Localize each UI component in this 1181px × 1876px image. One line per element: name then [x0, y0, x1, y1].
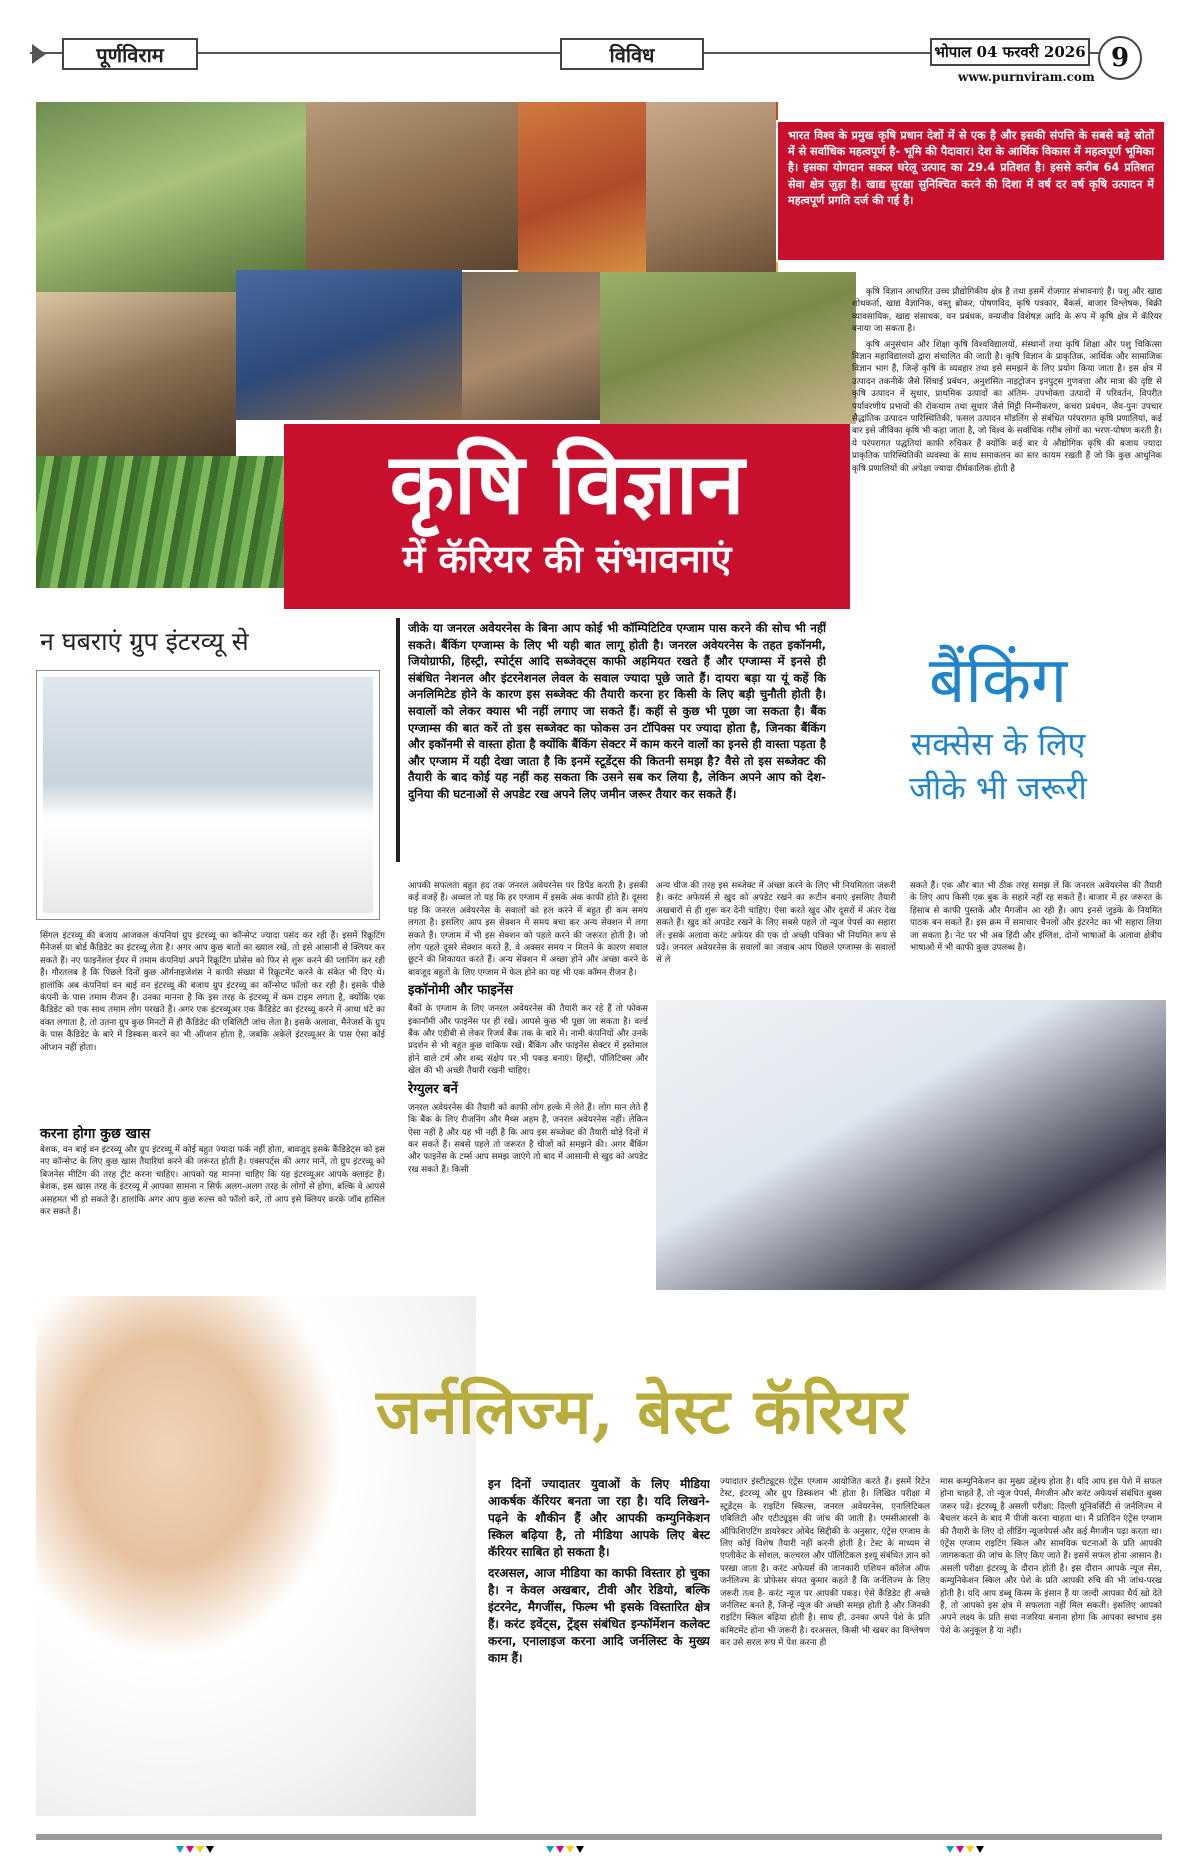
group-interview-photo — [43, 677, 373, 913]
cmyk-mark — [966, 1846, 974, 1853]
banking-col1-p1: आपकी सफलता बहुत हद तक जनरल अवेयरनेस पर डिपेंड करती है। इसकी कई वजहें हैं। अव्वल तो यह कि हर एग्जाम में इसके अंक काफी होते हैं। दूसरा यह कि जनरल अवेयरनेस के सवालों को हल करने में बहुत ही कम समय लगता है। इसलिए आप इस सेक्शन में समय बचा कर अन्य सेक्शन में लगा सकते हैं। एग्जाम में भी इस सेक्शन को पहले करने की जरूरत होती है। जो लोग पहले दूसरे सेक्शन करते हैं, वे अक्सर समय न मिलने के कारण सवाल छूटने की शिकायत करते हैं। अन्य सेक्शन में अच्छा होने और अच्छा करने के बावजूद बहुतों के लिए एग्जाम में फेल होने का यह भी एक कॉमन रीजन है। — [408, 881, 648, 978]
group-interview-frame — [36, 670, 380, 920]
paper-name: पूर्णविराम — [96, 42, 164, 67]
banking-title-line3: जीके भी जरूरी — [909, 769, 1087, 807]
cmyk-mark — [176, 1846, 184, 1853]
cmyk-mark — [196, 1846, 204, 1853]
potter-photo — [306, 102, 518, 270]
cmyk-mark — [976, 1846, 984, 1853]
group-interview-title: न घबराएं ग्रुप इंटरव्यू से — [40, 627, 249, 656]
agriculture-body-p2: कृषि अनुसंधान और शिक्षा कृषि विश्वविद्यालयों, संस्थानों तथा कृषि शिक्षा और पशु चिकित्सा विज्ञान महाविद्यालयों द्वारा संचालित की जाती है। कृषि विज्ञान के प्राकृतिक, आर्थिक और सामाजिक विज्ञान भाग हैं, जिन्हें कृषि के व्यवहार तथा इसे समझने के लिए प्रयोग किया जाता है। इस क्षेत्र में उत्पादन तकनीकें जैसे सिंचाई प्रबंधन, अनुशंसित नाइट्रोजन इनपुट्स गुणवत्ता और मात्रा की दृष्टि से कृषि उत्पादन में सुधार, प्राथमिक उत्पादों का अंतिम- उपभोक्ता उत्पादों में परिवर्तन, विपरीत पर्यावरणीय प्रभावों की रोकथाम तथा सुधार जैसे मिट्टी निम्नीकरण, कचरा प्रबंधन, जैव-पुनः उपचार सैद्धांतिक उत्पादन पारिस्थितिकी, फसल उत्पादन मॉडलिंग से संबंधित परंपरागत कृषि प्रणालियां, कई बार इसे जीविका कृषि भी कहा जाता है, जो विश्व के सर्वाधिक गरीब लोगों का भरण-पोषण करती है। ये परंपरागत पद्धतियां काफी रुचिकर हैं क्योंकि कई बार ये औद्योगिक कृषि की बजाय ज्यादा प्राकृतिक पारिस्थितिकी व्यवस्था के साथ समाकलन का स्तर कायम रखती हैं जो कि कुछ आधुनिक कृषि प्रणालियों की अपेक्षा ज्यादा दीर्घकालिक होती है — [852, 339, 1162, 474]
banking-sub-economy: इकॉनोमी और फाइनेंस — [408, 983, 513, 999]
agriculture-intro: भारत विश्व के प्रमुख कृषि प्रधान देशों में से एक है और इसकी संपत्ति के सबसे बड़े स्रोतों में से सर्वाधिक महत्वपूर्ण है- भूमि की पैदावार। देश के आर्थिक विकास में महत्वपूर्ण भूमिका है। इसका योगदान सकल घरेलू उत्पाद का 29.4 प्रतिशत है। इससे करीब 64 प्रतिशत सेवा क्षेत्र जुड़ा है। खाद्य सुरक्षा सुनिश्चित करने की दिशा में वर्ष दर वर्ष कृषि उत्पादन में महत्वपूर्ण प्रगति दर्ज की गई है। — [776, 120, 1166, 262]
cmyk-mark — [566, 1846, 574, 1853]
masthead-left-arrow — [32, 44, 46, 64]
journalism-col-1 — [720, 1476, 930, 1816]
journalism-col-2 — [940, 1476, 1162, 1816]
banking-col1-p3: जनरल अवेयरनेस की तैयारी को काफी लोग हल्के में लेते हैं। लोग मान लेते हैं कि बैंक के लिए रीजनिंग और मैथ्स अहम है, जनरल अवेयरनेस नहीं। लेकिन ऐसा नहीं है और यह भी नहीं है कि आप इस सब्जेक्ट की तैयारी थोड़े दिनों में कर सकते हैं। सबसे पहले तो जरूरत है चीजों को समझने की। अगर बैंकिंग और फाइनेंस के टर्म्स आप समझ जाएंगे तो बाद में आसानी से खुद को अपडेट रख सकते हैं। किसी — [408, 1102, 648, 1175]
issue-date: भोपाल 04 फरवरी 2026 — [934, 43, 1086, 61]
irrigated-field-photo — [36, 456, 286, 588]
oxen-plough-photo — [600, 272, 856, 424]
group-interview-p2: बेशक, वन बाई वन इंटरव्यू और ग्रुप इंटरव्यू में कोई बहुत ज्यादा फर्क नहीं होता, बावजूद इसके कैंडिडेट्स को इस नए कॉन्सेप्ट के लिए कुछ खास तैयारियां करने की जरूरत होती है। एक्सपर्ट्स की अगर मानें, तो ग्रुप इंटरव्यू को बिजनेस मीटिंग की तरह ट्रीट करना चाहिए। आपको यह मानना चाहिए कि यह इंटरव्यूअर आपके क्लाइंट हैं। बेशक, इस खास तरह के इंटरव्यू में आपका सामना न सिर्फ अलग-अलग तरह के लोगों से होगा, बल्कि वे आपसे असहमत भी हो सकते हैं। हालांकि अगर आप कुछ रूल्स को फॉलो करें, तो आप इसे क्लियर करके जॉब हासिल कर सकते हैं। — [40, 1145, 385, 1218]
journalism-col2-text: मास कम्युनिकेशन का मुख्य उद्देश्य होता है। यदि आप इस पेशे में सफल होना चाहते हैं, तो न्यूज पेपर्स, मैगजीन और करंट अफेयर्स संबंधित बुक्स जरूर पढ़ें। इंटरव्यू है असली परीक्षा: दिल्ली यूनिवर्सिटी से जर्नलिज्म में बैचलर करने के बाद मैं पीजी करना चाहता था। मैं प्रतिदिन एंट्रेंस एग्जाम की तैयारी के लिए दो लीडिंग न्यूजपेपर्स और कई मैगजीन पढ़ा करता था। एंट्रेंस एग्जाम राइटिंग स्किल और सामयिक घटनाओं के प्रति आपकी जागरूकता की जांच के लिए किए जाते हैं। इसमें सफल होना आसान है। असली परीक्षा इंटरव्यू के दौरान होती है। इस दौरान आपके न्यूज सेंस, कम्युनिकेशन स्किल और पेशे के प्रति आपकी रुचि की भी जांच-परख होती है। यदि आप डब्बू किस्म के इंसान हैं या जल्दी आपका धैर्य खो देते हैं, तो आपको इस क्षेत्र में सफलता नहीं मिल सकती। इसलिए आपको अपने लक्ष्य के प्रति सधा नजरिया बनाना होगा कि आपका स्वभाव इस पेशे के अनुकूल है या नहीं। — [940, 1477, 1162, 1636]
page-number: 9 — [1098, 36, 1142, 80]
banking-title: बैंकिंग — [928, 644, 1068, 718]
banking-title-line2: सक्सेस के लिए — [910, 725, 1086, 763]
vegetable-vendor-photo — [236, 270, 462, 420]
tractor-photo — [36, 102, 306, 292]
agriculture-body — [852, 286, 1162, 608]
website-url: www.purnviram.com — [958, 70, 1095, 84]
banking-title-block — [830, 640, 1166, 810]
banking-sub-regular: रेग्युलर बनें — [408, 1081, 458, 1097]
group-interview-body — [40, 930, 385, 1120]
banking-col3-p1: सकते हैं। एक और बात भी ठीक तरह समझ लें कि जनरल अवेयरनेस की तैयारी के लिए आप किसी एक बुक के सहारे नहीं रह सकते हैं। बाजार में हर जरूरत के हिसाब से काफी पुस्तकें और मैगजीन आ रही हैं। आप इनसे जुड़के के नियमित पाठक बन सकते हैं। इस क्रम में समाचार चैनलों और इंटरनेट का भी सहारा लिया जा सकता है। नेट पर भी अब हिंदी और इंग्लिश, दोनों भाषाओं के अलावा क्षेत्रीय भाषाओं में भी काफी कुछ उपलब्ध है। — [910, 881, 1162, 954]
farmers-photo — [36, 292, 236, 456]
group-interview-p1: सिंगल इंटरव्यू की बजाय आजकल कंपनियां ग्रुप इंटरव्यू का कॉन्सेप्ट ज्यादा पसंद कर रही हैं। इसमें रिक्रूटिंग मैनेजर्स या बोर्ड कैंडिडेट का इंटरव्यू लेता है। अगर आप कुछ बातों का ख्याल रखें, तो इसे आसानी से क्लियर कर सकते हैं। नए फाइनेंशल ईयर में तमाम कंपनियां अपने रिक्रूटिंग प्रोसेस को फिर से शुरू करने की प्लानिंग कर रही हैं। गौरतलब है कि पिछले दिनों कुछ ऑर्गनाइजेशंस ने काफी संख्या में रिक्रूटमेंट करने के संकेत भी दिए थे। हालांकि अब कंपनियां वन बाई वन इंटरव्यू की बजाय ग्रुप इंटरव्यू का कॉन्सेप्ट फॉलो कर रही हैं। इसके पीछे कंपनी के पास तमाम रीजन हैं। उनका मानना है कि इस तरह के इंटरव्यू में कम टाइम लगता है, क्योंकि एक कैंडिडेट को एक साथ तमाम लोग परखते हैं। अगर एक इंटरव्यूअर एक कैंडिडेट का इंटरव्यू करने में आधा घंटे का वक्त लगाता है, तो उतना ग्रुप कुछ मिनटों में ही कैंडिडेट की एबिलिटी जांच लेता है। इसके अलावा, मैनेजर्स के ग्रुप के पास कैंडिडेट के बारे में डिस्कस करने का भी ऑप्शन होता है, जबकि अकेले इंटरव्यूअर के पास ऐसा कोई ऑप्शन नहीं होता। — [40, 931, 385, 1053]
cmyk-mark — [946, 1846, 954, 1853]
agriculture-body-p1: कृषि विज्ञान आधारित उच्च प्रौद्योगिकीय क्षेत्र है तथा इसमें रोजगार संभावनाएं हैं। पशु और खाद्य शोधकर्ता, खाद्य वैज्ञानिक, वस्तु ब्रोकर, पोषणविद, कृषि पत्रकार, बैंकर्स, बाजार विश्लेषक, बिक्री व्यावसायिक, खाद्य संसाधक, वन प्रबंधक, वन्यजीव विशेषज्ञ आदि के रूप में कृषि क्षेत्र में कॅरियर बनाया जा सकता है। — [852, 287, 1162, 335]
journalism-title: जर्नलिज्म, बेस्ट कॅरियर — [376, 1375, 908, 1448]
journalism-intro-p2: दरअसल, आज मीडिया का काफी विस्तार हो चुका है। न केवल अखबार, टीवी और रेडियो, बल्कि इंटरनेट, मैगजींस, फिल्म भी इसके विस्तारित क्षेत्र हैं। करंट इवेंट्स, ट्रेंड्स संबंधित इन्फॉर्मेशन कलेक्ट करना, एनालाइज करना आदि जर्नलिस्ट के मुख्य काम हैं। — [488, 1566, 710, 1665]
section-box — [560, 38, 704, 70]
bottom-rule — [36, 1834, 1162, 1840]
journalism-intro — [488, 1476, 710, 1806]
cmyk-mark — [576, 1846, 584, 1853]
banking-rule — [396, 618, 400, 862]
cmyk-mark — [556, 1846, 564, 1853]
cmyk-mark — [546, 1846, 554, 1853]
banking-col-1 — [408, 880, 648, 1290]
banking-intro: जीके या जनरल अवेयरनेस के बिना आप कोई भी कॉम्पिटिटिव एग्जाम पास करने की सोच भी नहीं सकते। बैंकिंग एग्जाम्स के लिए भी यही बात लागू होती है। जनरल अवेयरनेस के तहत इकॉनमी, जियोग्राफी, हिस्ट्री, स्पोर्ट्स आदि सब्जेक्ट्स काफी अहमियत रखते हैं और एग्जाम्स में इनसे ही संबंधित नेशनल और इंटरनेशनल लेवल के सवाल ज्यादा पूछे जाते हैं। दायरा बड़ा या यूं कहें कि अनलिमिटेड होने के कारण इस सब्जेक्ट की तैयारी करना हर किसी के लिए बड़ी चुनौती होती है। सवालों को लेकर क्यास भी नहीं लगाए जा सकते हैं। कहीं से कुछ भी पूछा जा सकता है। बैंक एग्जाम्स की बात करें तो इस सब्जेक्ट का फोकस उन टॉपिक्स पर ज्यादा होता है, जिनका बैंकिंग और इकॉनमी से वास्ता होता है क्योंकि बैंकिंग सेक्टर में काम करने वालों का इनसे ही वास्ता पड़ता है और एग्जाम में यही देखा जाता है कि इनमें स्टूडेंट्स की कितनी समझ है? वैसे तो इस सब्जेक्ट की तैयारी के बाद कोई यह नहीं कह सकता कि उसने सब कर लिया है, लेकिन अपने आप को देश-दुनिया की घटनाओं से अपडेट रख अपने लिए जमीन जरूर तैयार कर सकते हैं। — [408, 621, 826, 801]
section-name: विविध — [609, 42, 655, 67]
group-interview-body-2 — [40, 1144, 385, 1286]
cmyk-mark — [206, 1846, 214, 1853]
banking-col-2 — [656, 880, 896, 980]
banking-col-3 — [910, 880, 1162, 1010]
cmyk-mark — [956, 1846, 964, 1853]
banking-col2-p1: अन्य चीज की तरह इस सब्जेक्ट में अच्छा करने के लिए भी नियमितता जरूरी है। करंट अफेयर्स से खुद को अपडेट रखने का रूटीन बनाएं इसलिए तैयारी अखबारों से ही शुरू कर देनी चाहिए। ऐसा करते खुद और दूसरों में अंतर देख सकते हैं। खुद को अपडेट रखने के लिए सबसे पहले तो न्यूज पेपर्स का सहारा लें। इसके अलावा करंट अफेयर की एक दो अच्छी पत्रिका भी नियमित रूप से पढ़ें। जनरल अवेयरनेस के सवालों का जवाब आप पिछले एग्जाम्स के सवालों से ले — [656, 881, 896, 966]
cmyk-mark — [186, 1846, 194, 1853]
banking-col1-p2: बैंकों के एग्जाम के लिए जनरल अवेयरनेस की तैयारी कर रहे हैं तो फोकस इकानॉमी और फाइनेंस पर ही रखें। आपसे कुछ भी पूछा जा सकता है। वर्ल्ड बैंक और एडीबी से लेकर रिजर्व बैंक तक के बारे में। नामी कंपनियों और उनके प्रदर्शन से भी बहुत कुछ वाकिफ रखें। बैंकिंग और फाइनेंस सेक्टर में इस्तेमाल होने वाले टर्म और शब्द संक्षेप पर भी पकड़ बनाएं। हिस्ट्री, पॉलिटिक्स और खेल की भी अच्छी तैयारी रखनी चाहिए। — [408, 1004, 648, 1077]
date-box — [930, 38, 1090, 66]
paper-name-box — [62, 38, 198, 70]
group-interview-subhead: करना होगा कुछ खास — [40, 1126, 151, 1142]
agriculture-title-box — [284, 424, 850, 609]
agriculture-subtitle: में कॅरियर की संभावनाएं — [402, 537, 732, 581]
journalism-intro-p1: इन दिनों ज्यादातर युवाओं के लिए मीडिया आकर्षक कॅरियर बनता जा रहा है। यदि लिखने-पढ़ने के शौकीन हैं और आपकी कम्युनिकेशन स्किल बढ़िया है, तो मीडिया आपके लिए बेस्ट कॅरियर साबित हो सकता है। — [488, 1477, 710, 1559]
agriculture-title: कृषि विज्ञान — [389, 435, 745, 533]
pottery-hands-photo — [646, 102, 776, 272]
office-team-photo — [656, 1000, 1166, 1290]
journalism-col1-text: ज्यादातर इंस्टीट्यूट्स एंट्रेंस एग्जाम आयोजित करते हैं। इसमें रिटेन टेस्ट, इंटरव्यू और ग्रुप डिस्कशन भी होता है। लिखित परीक्षा में स्टूडेंट्स के राइटिंग स्किल्स, जनरल अवेयरनेस, एनालिटिकल एबिलिटी और एटीट्यूड्स की जांच की जाती है। एमसीआरसी के ऑफिशिएटिंग डायरेक्टर ओबेद सिद्दीकी के अनुसार, एंट्रेंस एग्जाम के लिए कोई विशेष तैयारी नहीं करनी होती है। टेस्ट के माध्यम से एप्लीकेंट के सोशल, कल्चरल और पॉलिटिकल इश्यू संबंधित ज्ञान को परखा जाता है। करंट अफेयर्स की जानकारी एशियन कॉलेज ऑफ जर्नलिज्म के प्रोफेसर संपत कुमार कहते हैं कि जर्नलिज्म के लिए जरूरी तत्व है- करंट न्यूज पर आपकी पकड़। ऐसे कैंडिडेट ही अच्छे जर्नलिस्ट बनते हैं, जिन्हें न्यूज की अच्छी समझ होती है और जिनकी राइटिंग स्किल बढ़िया होती है। साथ ही, उनका अपने पेशे के प्रति कमिटमेंट होना भी जरूरी है। दरअसल, किसी भी खबर का विश्लेषण कर उसे सरल रूप में पेश करना ही — [720, 1477, 930, 1649]
